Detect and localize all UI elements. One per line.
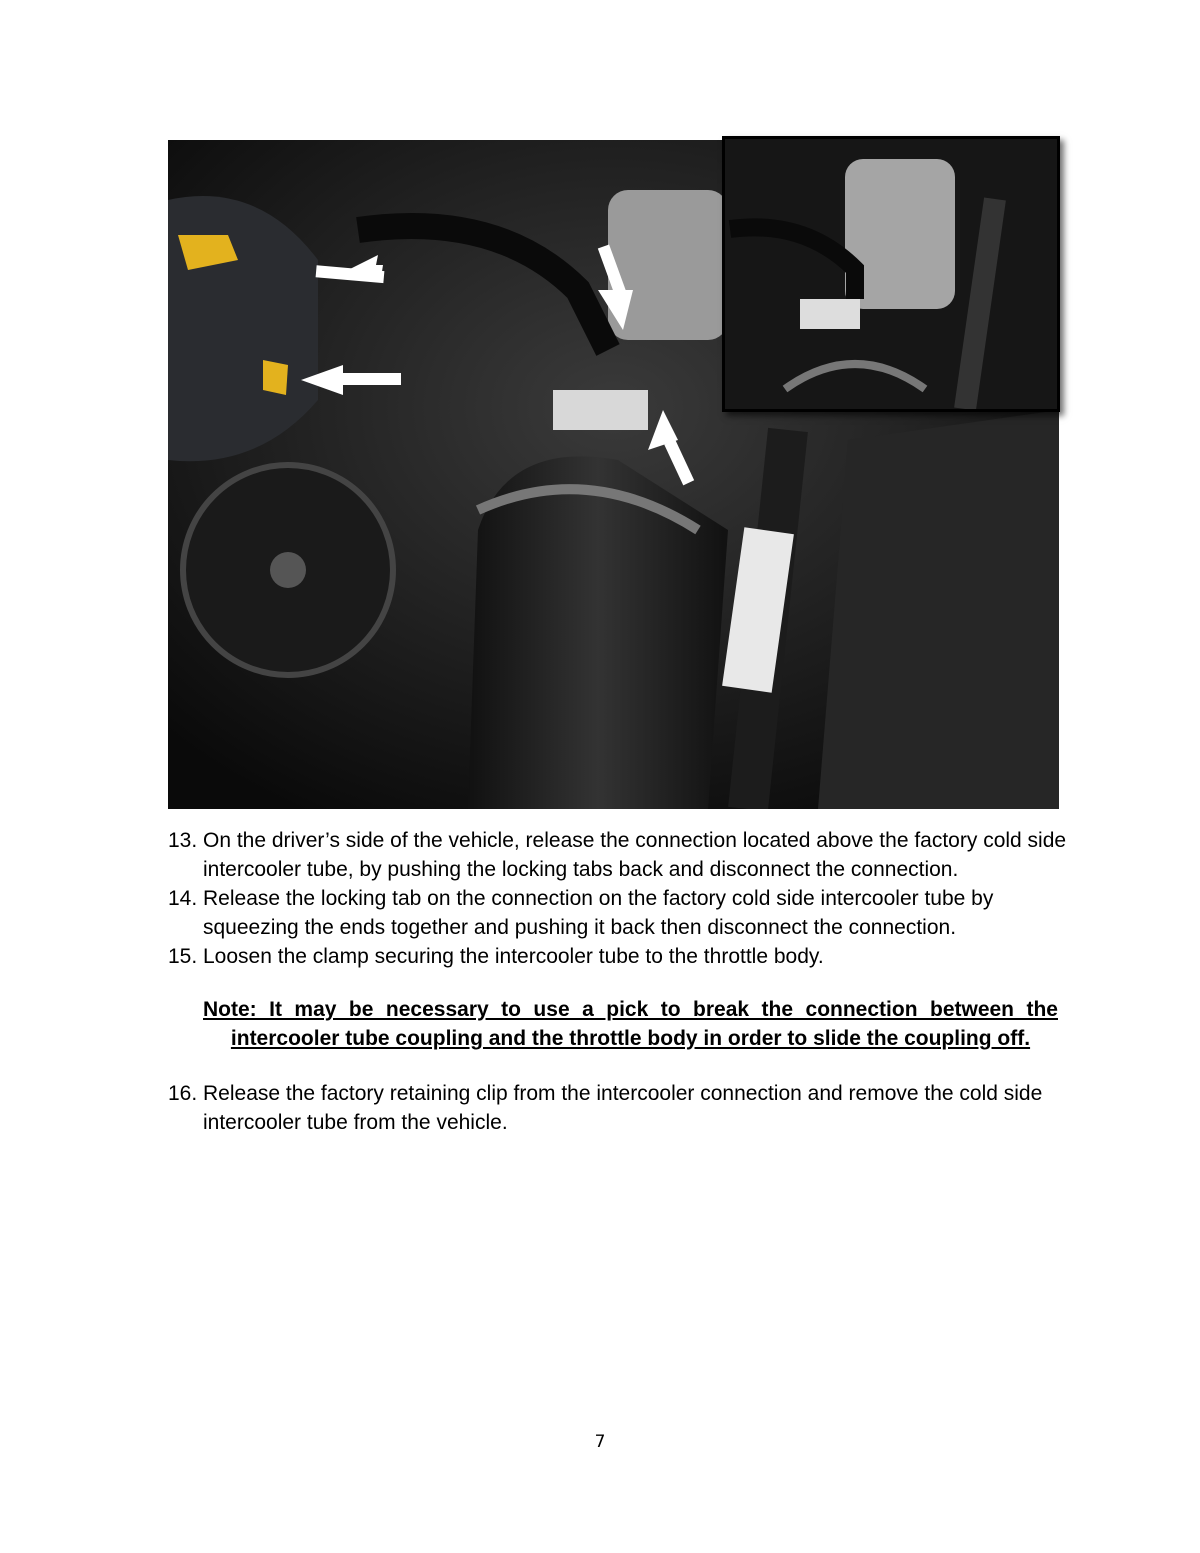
step-number: 15.	[168, 945, 198, 968]
step-text: On the driver’s side of the vehicle, release the connection located above the factory cold side intercooler tube, by pushing the locking tabs back and disconnect the connection.	[203, 829, 1067, 881]
note-text: Note: It may be necessary to use a pick to break the connection between the intercooler tube coupling and the throttle body in order to slide the coupling off.	[203, 998, 1058, 1050]
step-13	[168, 826, 1068, 884]
page-number: 7	[594, 1432, 606, 1452]
step-text: Release the locking tab on the connection on the factory cold side intercooler tube by squeezing the ends together and pushing it back then disconnect the connection.	[203, 887, 994, 939]
step-16	[168, 1079, 1068, 1137]
instruction-list	[168, 826, 1068, 1137]
step-15	[168, 942, 1068, 971]
step-text: Loosen the clamp securing the intercooler tube to the throttle body.	[203, 945, 824, 968]
step-14	[168, 884, 1068, 942]
throttle-body-closeup-photo	[722, 136, 1060, 412]
step-number: 16.	[168, 1082, 198, 1105]
step-number: 13.	[168, 829, 198, 852]
step-text: Release the factory retaining clip from the intercooler connection and remove the cold side intercooler tube from the vehicle.	[203, 1082, 1043, 1134]
step-number: 14.	[168, 887, 198, 910]
